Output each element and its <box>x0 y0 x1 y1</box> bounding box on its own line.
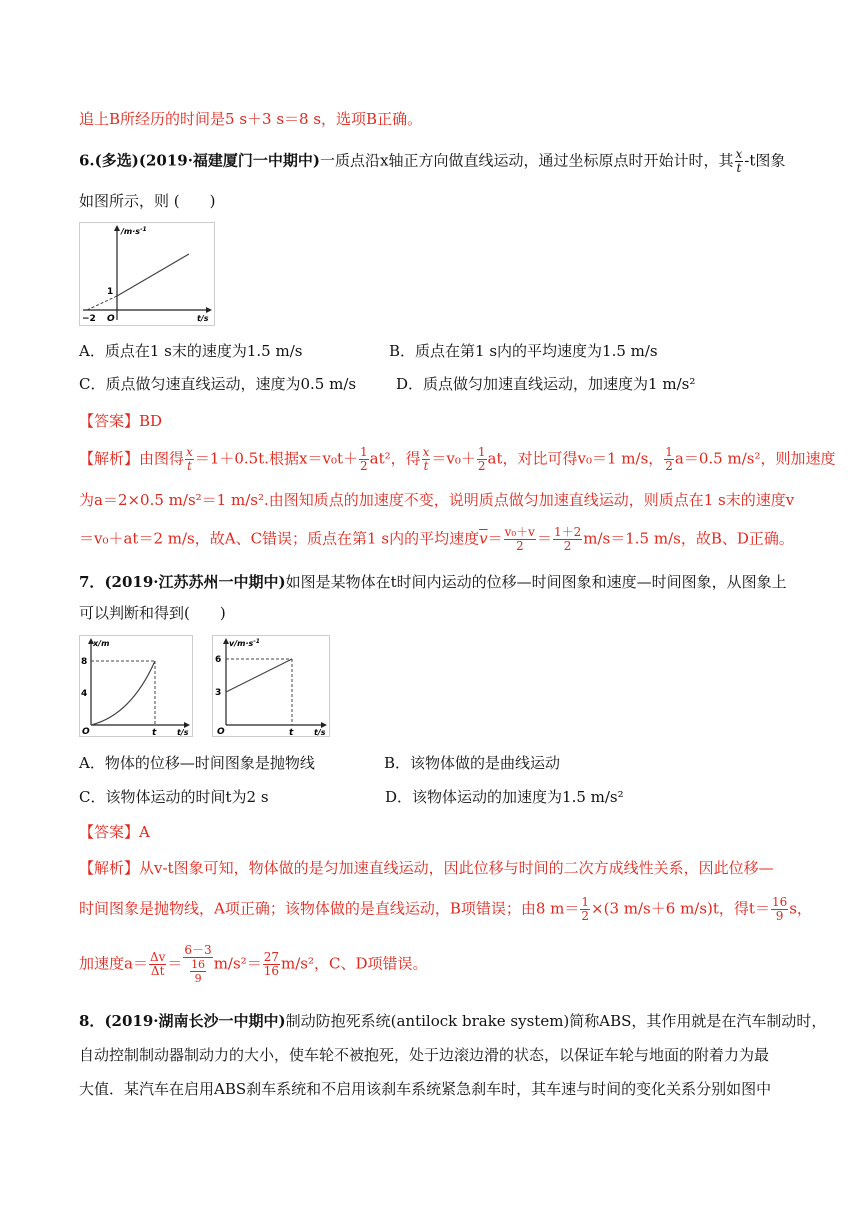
q7-analysis-line2: 时间图象是抛物线，A项正确；该物体做的是直线运动，B项错误；由8 m＝ $\frac{1}{2}$ ×(3 m/s＋6 m/s)t，得t＝ $\frac{16}{9}$ s， <box>79 895 812 923</box>
svg-text:8: 8 <box>81 657 88 667</box>
q6-analysis-line2: 为a＝2×0.5 m/s²＝1 m/s².由图知质点的加速度不变，说明质点做匀加速直线运动，则质点在1 s末的速度v <box>79 491 795 509</box>
svg-text:3: 3 <box>215 688 222 698</box>
q8-stem-line2: 自动控制制动器制动力的大小，使车轮不被抱死，处于边滚边滑的状态，以保证车轮与地面的附着力为最 <box>79 1046 770 1064</box>
svg-text:t: t <box>152 728 157 737</box>
q6-origin: O <box>107 314 115 324</box>
svg-text:6: 6 <box>215 655 222 665</box>
q6-xlabel: t/s <box>197 314 209 323</box>
q6-option-a[interactable]: A．质点在1 s末的速度为1.5 m/s <box>79 342 303 360</box>
q7-xt-graph <box>79 635 193 737</box>
q7-analysis-line3: 加速度a＝ $\frac{\Delta v}{\Delta t}$ ＝ 6－3 16 9 m/s²＝ $\frac{27}{16}$ m/s²，C、D项错误。 <box>79 943 428 985</box>
q6-xt-graph <box>79 222 215 326</box>
svg-text:4: 4 <box>81 689 88 699</box>
svg-text:t: t <box>289 728 294 737</box>
svg-text:t/s: t/s <box>314 728 326 737</box>
q7-analysis-line1: 【解析】从v-t图象可知，物体做的是匀加速直线运动，因此位移与时间的二次方成线性关系，因此位移— <box>79 859 774 877</box>
q8-tag: (2019·湖南长沙一中期中) <box>104 1012 286 1030</box>
q7-option-a[interactable]: A．物体的位移—时间图象是抛物线 <box>79 754 315 772</box>
q6-analysis-line3: ＝v₀＋at＝2 m/s，故A、C错误；质点在第1 s内的平均速度$\overline{v}=$ $\frac{\text{v₀＋v}}{2}$ ＝ $\frac{1+2}{2}$ m/s＝1.5 m/s，故B、D正确。 <box>79 525 794 553</box>
q7-option-b[interactable]: B．该物体做的是曲线运动 <box>384 754 561 772</box>
q7-number: 7． <box>79 573 105 591</box>
svg-text:v/m·s-1: $v/m\cdot s^{-1}$ <box>229 638 260 648</box>
q6-answer: 【答案】BD <box>79 412 163 430</box>
q6-option-b[interactable]: B．质点在第1 s内的平均速度为1.5 m/s <box>389 342 658 360</box>
q7-answer: 【答案】A <box>79 823 150 841</box>
q7-stem-line2: 可以判断和得到( ) <box>79 604 226 622</box>
q8-stem-line1: 8．(2019·湖南长沙一中期中)制动防抱死系统(antilock brake system)简称ABS，其作用就是在汽车制动时， <box>79 1012 827 1030</box>
q7-option-d[interactable]: D．该物体运动的加速度为1.5 m/s² <box>385 788 624 806</box>
q7-vt-graph <box>212 635 330 737</box>
q6-stem-fraction: $\frac{x}{t}$ <box>735 147 743 175</box>
q6-number: 6. <box>79 151 95 170</box>
q6-ylabel: $/m\cdot s^{-1}$ <box>121 226 147 236</box>
q6-stem-line1 <box>79 148 785 175</box>
q6-tick-1: 1 <box>107 287 114 297</box>
svg-text:O: O <box>82 727 90 737</box>
q6-stem-b: -t图象 <box>744 151 786 170</box>
q7-stem-line1 <box>79 571 787 593</box>
q6-tag: (多选)(2019·福建厦门一中期中) <box>94 151 321 170</box>
q6-analysis-line1: 【解析】由图得 $\frac{x}{t}$ ＝1＋0.5t.根据x＝v₀t＋ $\frac{1}{2}$ at²，得 $\frac{x}{t}$ ＝v₀＋ $\frac{1}{2}$ at，对比可得v₀＝1 m/s， $\frac{1}{2}$ a＝0.5 m/s²，则加速度 <box>79 445 836 473</box>
q7-option-c[interactable]: C．该物体运动的时间t为2 s <box>79 788 269 806</box>
svg-text:x/m: x/m <box>93 639 110 648</box>
q6-option-d[interactable]: D．质点做匀加速直线运动，加速度为1 m/s² <box>396 375 696 393</box>
svg-text:t/s: t/s <box>177 728 189 737</box>
q6-tick-neg2: −2 <box>82 314 96 324</box>
q7-stem-a: 如图是某物体在t时间内运动的位移—时间图象和速度—时间图象，从图象上 <box>285 573 787 591</box>
q6-stem-line2: 如图所示，则 ( ) <box>79 192 216 210</box>
continued-solution-line: 追上B所经历的时间是5 s＋3 s＝8 s，选项B正确。 <box>79 110 423 128</box>
q8-stem-line3: 大值．某汽车在启用ABS刹车系统和不启用该刹车系统紧急刹车时，其车速与时间的变化关系分别如图中 <box>79 1080 772 1098</box>
q6-stem-a: 一质点沿x轴正方向做直线运动，通过坐标原点时开始计时，其 <box>320 151 734 170</box>
svg-text:O: O <box>217 727 225 737</box>
q6-option-c[interactable]: C．质点做匀速直线运动，速度为0.5 m/s <box>79 375 357 393</box>
q7-tag: (2019·江苏苏州一中期中) <box>104 573 286 591</box>
q8-number: 8． <box>79 1012 105 1030</box>
